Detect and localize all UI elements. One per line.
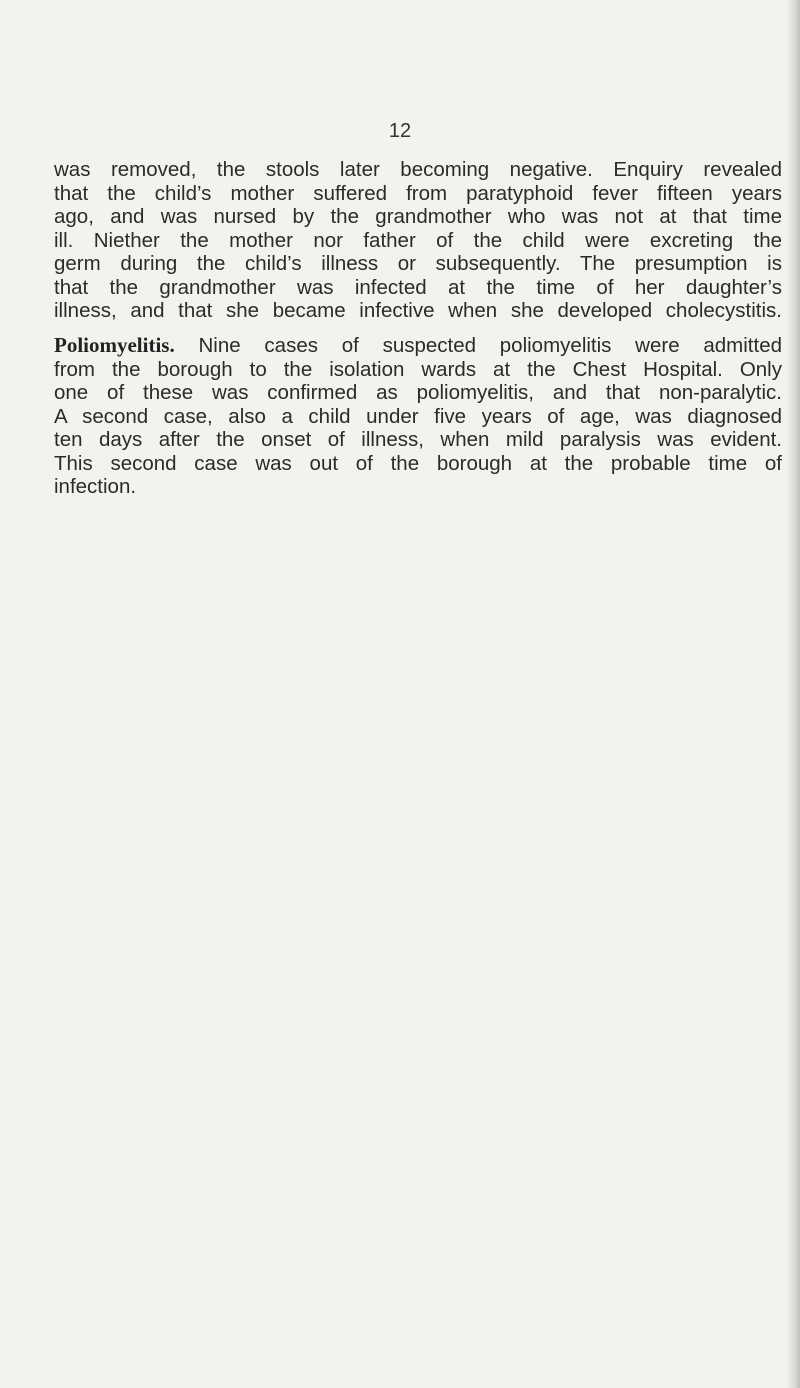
paragraph-line: that the grandmother was infected at the time of her daughter’s [54, 275, 782, 299]
paragraph-line: illness, and that she became infective when she developed cholecystitis. [54, 299, 782, 322]
section-heading-poliomyelitis: Poliomyelitis. [54, 333, 175, 357]
paragraph-line-with-heading [54, 334, 782, 358]
paragraph-line: ten days after the onset of illness, when mild paralysis was evident. [54, 428, 782, 451]
paragraph-line: was removed, the stools later becoming negative. Enquiry revealed [54, 158, 782, 181]
page-edge-shadow [786, 0, 800, 1388]
paragraph-line: This second case was out of the borough at the probable time of [54, 451, 782, 475]
paragraph-line: ago, and was nursed by the grandmother who was not at that time [54, 205, 782, 228]
paragraph-line: germ during the child’s illness or subsequently. The presumption is [54, 252, 782, 275]
paragraph-line: infection. [54, 475, 137, 498]
paragraph-line: that the child’s mother suffered from paratyphoid fever fifteen years [54, 181, 782, 205]
paragraph-line: ill. Niether the mother nor father of the child were excreting the [54, 228, 782, 252]
paragraph-line: one of these was confirmed as poliomyelitis, and that non-paralytic. [54, 381, 782, 404]
page-number: 12 [388, 120, 412, 142]
paragraph-line: from the borough to the isolation wards at the Chest Hospital. Only [54, 357, 782, 381]
paragraph-typhoid [54, 158, 782, 323]
paragraph-line-text: Nine cases of suspected poliomyelitis were admitted [198, 334, 782, 357]
paragraph-line: A second case, also a child under five years of age, was diagnosed [54, 404, 782, 428]
paragraph-poliomyelitis [54, 334, 782, 499]
